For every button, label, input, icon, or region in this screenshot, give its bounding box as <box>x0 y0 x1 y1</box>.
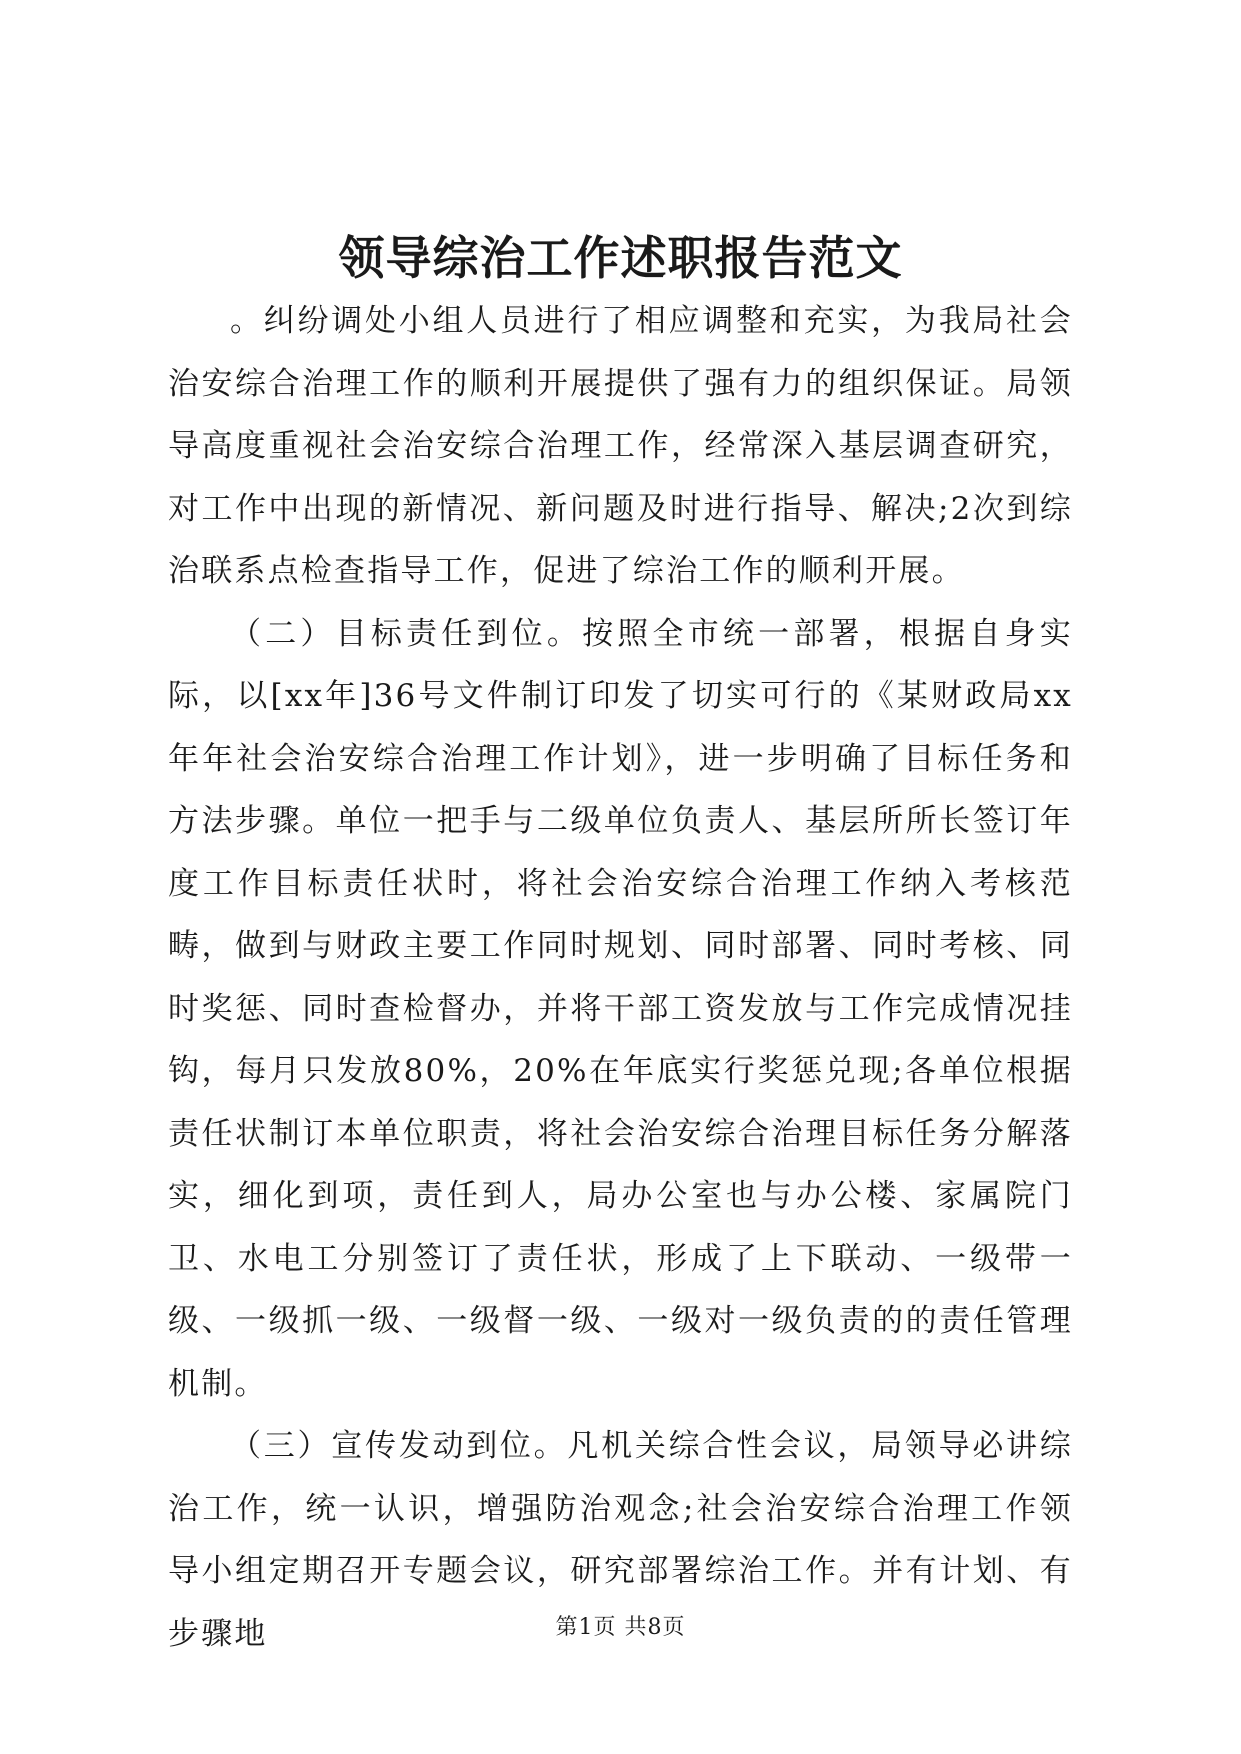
document-body <box>168 290 1073 1665</box>
paragraph-2: （二）目标责任到位。按照全市统一部署，根据自身实际，以[xx年]36号文件制订印发了切实可行的《某财政局xx年年社会治安综合治理工作计划》，进一步明确了目标任务和方法步骤。单位一把手与二级单位负责人、基层所所长签订年度工作目标责任状时，将社会治安综合治理工作纳入考核范畴，做到与财政主要工作同时规划、同时部署、同时考核、同时奖惩、同时查检督办，并将干部工资发放与工作完成情况挂钩，每月只发放80%，20%在年底实行奖惩兑现;各单位根据责任状制订本单位职责，将社会治安综合治理目标任务分解落实，细化到项，责任到人，局办公室也与办公楼、家属院门卫、水电工分别签订了责任状，形成了上下联动、一级带一级、一级抓一级、一级督一级、一级对一级负责的的责任管理机制。 <box>168 615 1073 1402</box>
document-title: 领导综治工作述职报告范文 <box>338 231 903 285</box>
paragraph-3: （三）宣传发动到位。凡机关综合性会议，局领导必讲综治工作，统一认识，增强防治观念;社会治安综合治理工作领导小组定期召开专题会议，研究部署综治工作。并有计划、有步骤地 <box>168 1428 1073 1652</box>
paragraph-1: 。纠纷调处小组人员进行了相应调整和充实，为我局社会治安综合治理工作的顺利开展提供了强有力的组织保证。局领导高度重视社会治安综合治理工作，经常深入基层调查研究，对工作中出现的新情况、新问题及时进行指导、解决;2次到综治联系点检查指导工作，促进了综治工作的顺利开展。 <box>168 303 1073 589</box>
page-footer: 第1页 共8页 <box>555 1615 686 1640</box>
